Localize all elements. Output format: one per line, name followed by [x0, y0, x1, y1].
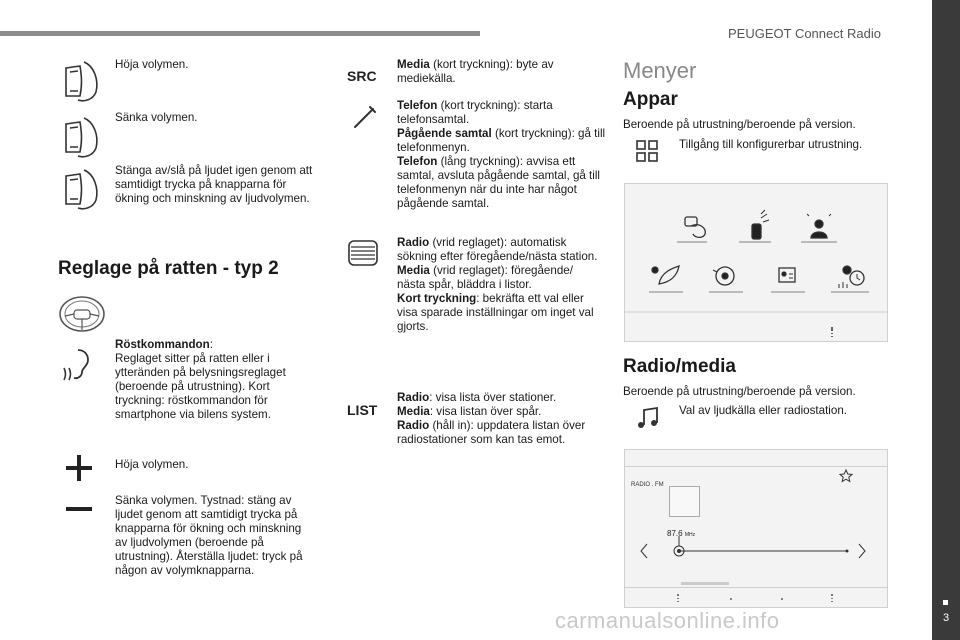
steering-wheel-left-control-icon: [56, 114, 102, 160]
wheel-bold-3: Kort tryckning: [397, 292, 477, 305]
apps-icon-desc: Tillgång till konfigurerbar utrustning.: [679, 138, 863, 151]
item-volume-up: Höja volymen.: [115, 58, 189, 71]
list-bold-1: Radio: [397, 391, 430, 404]
radio-media-desc: Beroende på utrustning/beroende på version.: [623, 385, 856, 398]
wheel-text: [397, 236, 603, 334]
radio-page-indicator: [681, 582, 729, 585]
wheel-desc-3: : bekräfta ett val eller visa sparade inställningar om inget val gjorts.: [397, 292, 594, 333]
radio-screen-header-line: [625, 466, 887, 467]
list-label-icon: LIST: [347, 402, 378, 418]
radio-source-label: RADIO . FM: [631, 482, 664, 488]
radio-screen: [624, 449, 888, 608]
steering-wheel-left-control-icon: [56, 166, 102, 212]
page-sidebar: [932, 0, 960, 640]
radio-screen-footer-line: [625, 587, 887, 588]
voice-command-title: Röstkommandon: [115, 338, 210, 351]
page-number: 3: [942, 612, 950, 624]
brand-title: PEUGEOT Connect Radio: [728, 26, 881, 41]
src-label-icon: SRC: [347, 68, 377, 84]
wheel-bold-1: Radio: [397, 236, 430, 249]
voice-command-colon: :: [209, 338, 213, 351]
favorite-star-icon[interactable]: [839, 469, 853, 483]
plus-icon: [66, 455, 92, 481]
thumbwheel-icon: [347, 240, 379, 266]
src-desc: (kort tryckning): byte av mediekälla.: [397, 58, 554, 85]
item-mute: Stänga av/slå på ljudet igen genom att samtidigt trycka på knapparna för ökning och minskning av ljudvolymen.: [115, 164, 313, 205]
phone-desc-1: (kort tryckning): starta telefonsamtal.: [397, 99, 553, 126]
watermark: carmanualsonline.info: [555, 608, 780, 633]
list-bold-3: Radio: [397, 419, 430, 432]
radio-icon-desc: Val av ljudkälla eller radiostation.: [679, 404, 847, 417]
item-volume-down: Sänka volymen.: [115, 111, 198, 124]
wheel-bold-2: Media: [397, 264, 430, 277]
list-desc-2: : visa listan över spår.: [429, 405, 542, 418]
menus-heading: Menyer: [623, 58, 697, 83]
list-desc-1: : visa lista över stationer.: [429, 391, 557, 404]
section-title-type2: Reglage på ratten - typ 2: [58, 258, 279, 279]
apps-screen-icons: [625, 184, 887, 341]
minus-icon: [66, 507, 92, 511]
radio-screen-footer-controls[interactable]: [625, 590, 887, 606]
phone-desc-3: (lång tryckning): avvisa ett samtal, avsluta pågående samtal, gå till telefonmenyn när du inte har något pågående samtal.: [397, 155, 601, 210]
apps-grid-icon: [636, 140, 658, 162]
music-note-icon: [636, 406, 660, 430]
steering-wheel-icon: [58, 294, 106, 334]
phone-icon: [352, 104, 378, 130]
phone-bold-1: Telefon: [397, 99, 438, 112]
wheel-desc-2: (vrid reglaget): föregående/ nästa spår, bläddra i listor.: [397, 264, 573, 291]
list-desc-3: (håll in): uppdatera listan över radiostationer som kan tas emot.: [397, 419, 586, 446]
minus-text: Sänka volymen. Tystnad: stäng av ljudet genom att samtidigt trycka på knapparna för ökning och minskning av ljudvolymen (beroende på utrustning). Återställa ljudet: tryck på någon av volymknapparna.: [115, 494, 303, 577]
apps-title: Appar: [623, 89, 678, 110]
apps-desc: Beroende på utrustning/beroende på version.: [623, 118, 856, 131]
header-bar: [0, 31, 480, 36]
radio-media-title: Radio/media: [623, 356, 736, 377]
frequency-slider[interactable]: [625, 536, 887, 566]
page-marker: [943, 600, 948, 605]
wheel-desc-1: (vrid reglaget): automatisk sökning efter föregående/nästa station.: [397, 236, 598, 263]
phone-bold-3: Telefon: [397, 155, 438, 168]
list-text: [397, 391, 603, 447]
voice-command-icon: [62, 346, 96, 382]
apps-screen: [624, 183, 888, 342]
steering-wheel-left-control-icon: [56, 58, 102, 104]
list-bold-2: Media: [397, 405, 430, 418]
station-artwork: [669, 486, 700, 517]
src-text: [397, 58, 597, 86]
frequency-unit: MHz: [684, 532, 696, 538]
src-bold: Media: [397, 58, 430, 71]
phone-text: [397, 99, 607, 211]
voice-command-text: [115, 338, 315, 422]
plus-text: Höja volymen.: [115, 458, 189, 471]
voice-command-desc: Reglaget sitter på ratten eller i ytteränden på belysningsreglaget (beroende på utrustning). Kort tryckning: röstkommandon för smartphone via bilens system.: [115, 352, 286, 421]
frequency-value: 87.6: [667, 529, 683, 538]
phone-desc-2: (kort tryckning): gå till telefonmenyn.: [397, 127, 606, 154]
phone-bold-2: Pågående samtal: [397, 127, 492, 140]
